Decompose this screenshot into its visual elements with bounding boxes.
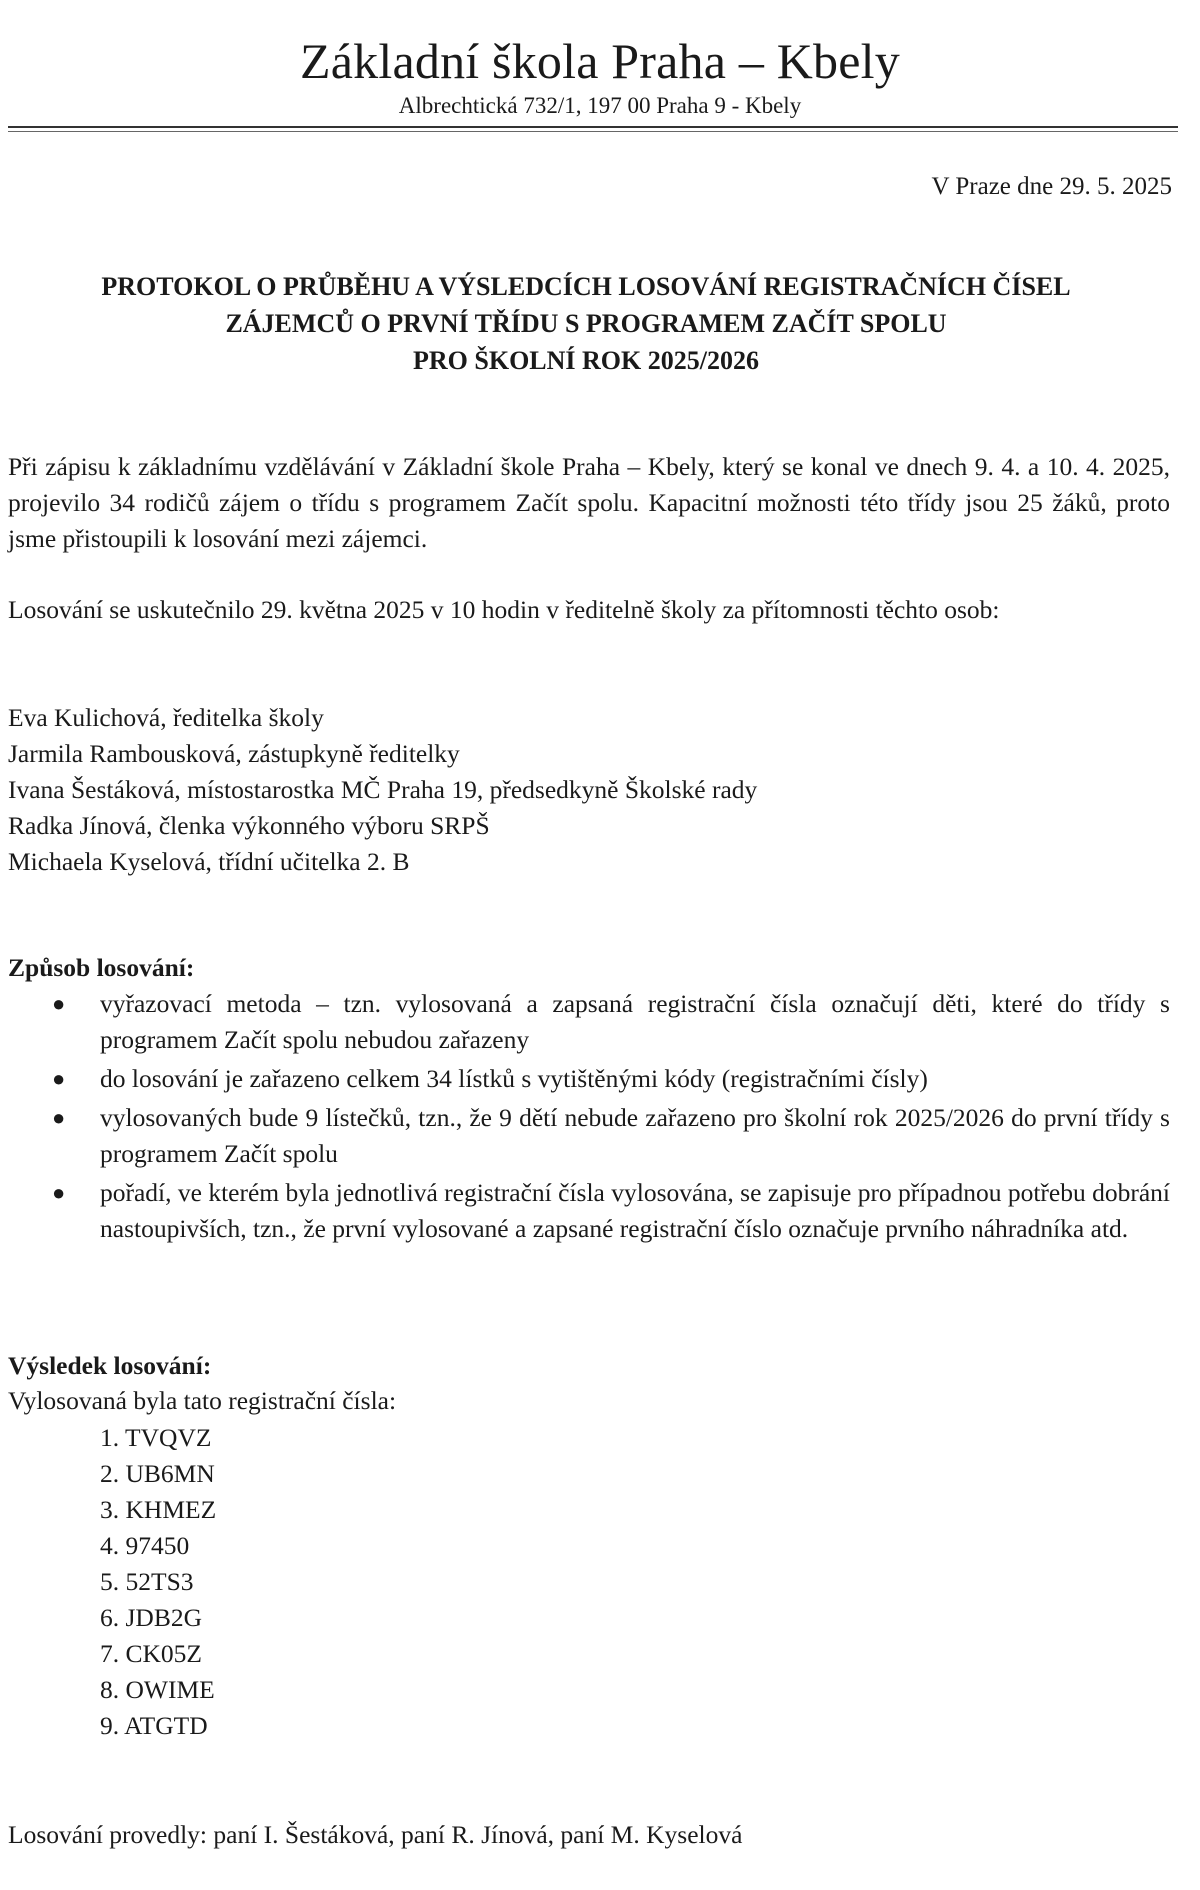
method-bullet-text: do losování je zařazeno celkem 34 lístků s vytištěnými kódy (registračními čísly) bbox=[100, 1064, 928, 1093]
drawn-number-item: 8. OWIME bbox=[100, 1675, 215, 1704]
method-bullet-item bbox=[8, 1100, 1170, 1172]
attendee-list bbox=[8, 700, 1170, 880]
drawn-number-item: 2. UB6MN bbox=[100, 1459, 215, 1488]
intro-paragraph: Při zápisu k základnímu vzdělávání v Základní škole Praha – Kbely, který se konal ve dnech 9. 4. a 10. 4. 2025, projevilo 34 rodičů zájem o třídu s programem Začít spolu. Kapacitní možnosti této třídy jsou 25 žáků, proto jsme přistoupili k losování mezi zájemci. bbox=[8, 452, 1170, 553]
letterhead-divider-thin bbox=[8, 131, 1178, 132]
title-line-3: PRO ŠKOLNÍ ROK 2025/2026 bbox=[413, 346, 759, 375]
school-name: Základní škola Praha – Kbely bbox=[300, 33, 900, 89]
method-bullet-item bbox=[8, 1061, 1170, 1097]
lottery-date-paragraph: Losování se uskutečnilo 29. května 2025 v 10 hodin v ředitelně školy za přítomnosti těchto osob: bbox=[8, 595, 1000, 624]
method-bullet-item bbox=[8, 1175, 1170, 1247]
attendee-item: Jarmila Rambousková, zástupkyně ředitelky bbox=[8, 739, 460, 768]
attendee-item: Michaela Kyselová, třídní učitelka 2. B bbox=[8, 847, 410, 876]
drawn-number-item: 3. KHMEZ bbox=[100, 1495, 217, 1524]
document-title bbox=[0, 268, 1172, 379]
result-intro: Vylosovaná byla tato registrační čísla: bbox=[8, 1386, 397, 1415]
document-date: V Praze dne 29. 5. 2025 bbox=[931, 173, 1172, 200]
title-line-2: ZÁJEMCŮ O PRVNÍ TŘÍDU S PROGRAMEM ZAČÍT SPOLU bbox=[225, 309, 947, 338]
method-heading: Způsob losování: bbox=[8, 953, 195, 982]
bullet-icon: ● bbox=[52, 1180, 66, 1205]
attendee-item: Eva Kulichová, ředitelka školy bbox=[8, 703, 324, 732]
drawn-numbers-list bbox=[100, 1420, 216, 1744]
letterhead bbox=[0, 32, 1200, 120]
method-bullet-text: vyřazovací metoda – tzn. vylosovaná a zapsaná registrační čísla označují děti, které do třídy s programem Začít spolu nebudou zařazeny bbox=[100, 989, 1170, 1054]
drawn-number-item: 4. 97450 bbox=[100, 1531, 190, 1560]
drawn-number-item: 5. 52TS3 bbox=[100, 1567, 194, 1596]
bullet-icon: ● bbox=[52, 1066, 66, 1091]
drawn-number-item: 9. ATGTD bbox=[100, 1711, 208, 1740]
method-bullet-text: vylosovaných bude 9 lístečků, tzn., že 9 dětí nebude zařazeno pro školní rok 2025/2026 do první třídy s programem Začít spolu bbox=[100, 1103, 1170, 1168]
letterhead-divider bbox=[8, 126, 1178, 128]
attendee-item: Ivana Šestáková, místostarostka MČ Praha 19, předsedkyně Školské rady bbox=[8, 775, 758, 804]
drawn-number-item: 1. TVQVZ bbox=[100, 1423, 212, 1452]
bullet-icon: ● bbox=[52, 991, 66, 1016]
drawn-number-item: 7. CK05Z bbox=[100, 1639, 202, 1668]
method-bullet-item bbox=[8, 986, 1170, 1058]
title-line-1: PROTOKOL O PRŮBĚHU A VÝSLEDCÍCH LOSOVÁNÍ REGISTRAČNÍCH ČÍSEL bbox=[101, 272, 1071, 301]
result-heading: Výsledek losování: bbox=[8, 1351, 212, 1380]
school-address: Albrechtická 732/1, 197 00 Praha 9 - Kbely bbox=[398, 93, 802, 118]
bullet-icon: ● bbox=[52, 1105, 66, 1130]
attendee-item: Radka Jínová, členka výkonného výboru SRPŠ bbox=[8, 811, 490, 840]
method-bullet-text: pořadí, ve kterém byla jednotlivá registrační čísla vylosována, se zapisuje pro případnou potřebu dobrání nastoupivších, tzn., že první vylosované a zapsané registrační číslo označuje prvního náhradníka atd. bbox=[100, 1178, 1170, 1243]
conducted-by-line: Losování provedly: paní I. Šestáková, paní R. Jínová, paní M. Kyselová bbox=[8, 1820, 743, 1849]
drawn-number-item: 6. JDB2G bbox=[100, 1603, 203, 1632]
method-bullet-list bbox=[8, 986, 1170, 1250]
